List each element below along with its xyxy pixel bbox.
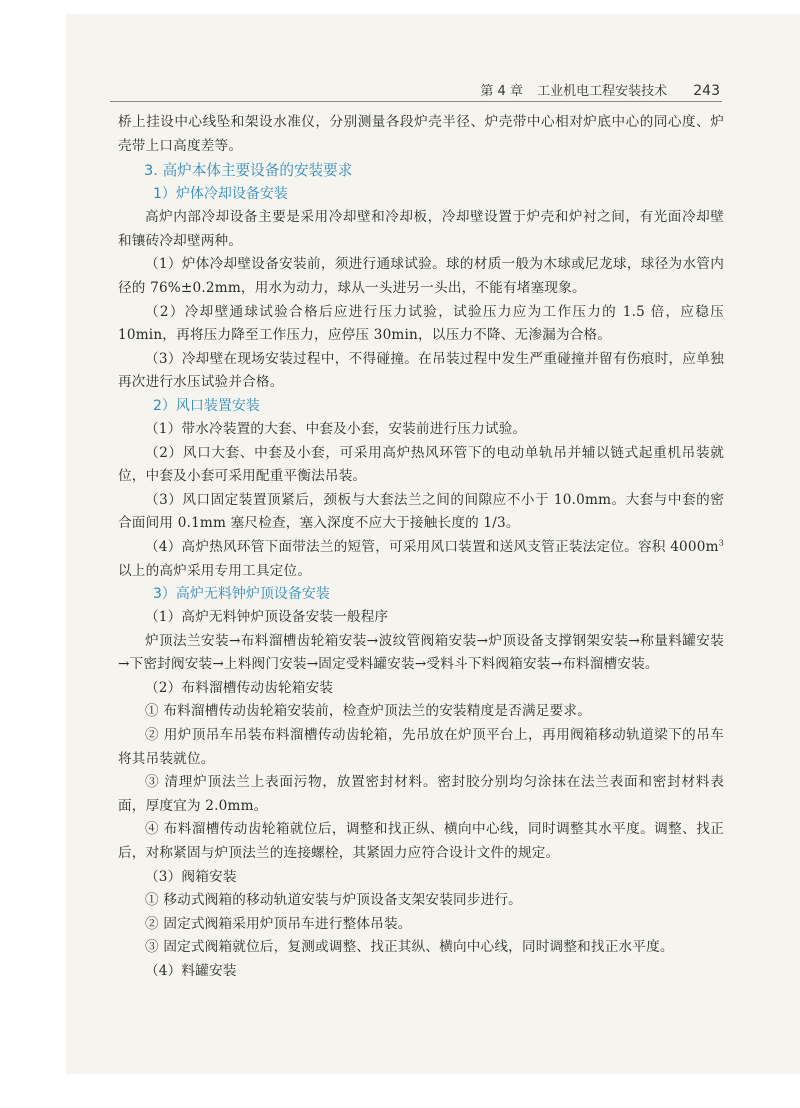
- scan-margin-left: [0, 0, 66, 1108]
- paragraph: 炉顶法兰安装→布料溜槽齿轮箱安装→波纹管阀箱安装→炉顶设备支撑钢架安装→称量料罐安装→下密封阀安装→上料阀门安装→固定受料罐安装→受料斗下料阀箱安装→布料溜槽安装。: [118, 632, 724, 673]
- superscript: 3: [718, 538, 724, 548]
- paragraph: （3）阀箱安装: [145, 868, 237, 885]
- scan-margin-bottom: [0, 1074, 800, 1108]
- paragraph-text: （4）高炉热风环管下面带法兰的短管，可采用风口装置和送风支管正装法定位。容积 4000m: [145, 538, 719, 555]
- paragraph-text: 以上的高炉采用专用工具定位。: [118, 562, 312, 579]
- paragraph: （3）风口固定装置顶紧后，颈板与大套法兰之间的间隙应不小于 10.0mm。大套与中套的密合面间用 0.1mm 塞尺检查，塞入深度不应大于接触长度的 1/3。: [118, 491, 724, 532]
- section-heading: 3. 高炉本体主要设备的安装要求: [144, 162, 353, 180]
- body-text: [118, 111, 724, 984]
- subsection-heading: 3）高炉无料钟炉顶设备安装: [153, 586, 330, 603]
- paragraph: （3）冷却壁在现场安装过程中，不得碰撞。在吊装过程中发生严重碰撞并留有伤痕时，应单独再次进行水压试验并合格。: [118, 350, 724, 391]
- list-item: ② 固定式阀箱采用炉顶吊车进行整体吊装。: [145, 915, 412, 932]
- list-item: ③ 清理炉顶法兰上表面污物，放置密封材料。密封胶分别均匀涂抹在法兰表面和密封材料表面，厚度宜为 2.0mm。: [118, 774, 724, 814]
- paragraph: [118, 536, 724, 583]
- list-item: ③ 固定式阀箱就位后，复测或调整、找正其纵、横向中心线，同时调整和找正水平度。: [145, 939, 674, 956]
- paragraph: 高炉内部冷却设备主要是采用冷却壁和冷却板，冷却壁设置于炉壳和炉衬之间，有光面冷却壁和镶砖冷却壁两种。: [118, 209, 724, 249]
- list-item: ④ 布料溜槽传动齿轮箱就位后，调整和找正纵、横向中心线，同时调整其水平度。调整、找正后，对称紧固与炉顶法兰的连接螺栓，其紧固力应符合设计文件的规定。: [118, 821, 724, 862]
- paragraph: （2）冷却壁通球试验合格后应进行压力试验，试验压力应为工作压力的 1.5 倍，应稳压 10min，再将压力降至工作压力，应停压 30min，以压力不降、无渗漏为合格。: [118, 303, 724, 344]
- paragraph: （1）带水冷装置的大套、中套及小套，安装前进行压力试验。: [145, 420, 527, 437]
- list-item: ① 移动式阀箱的移动轨道安装与炉顶设备支架安装同步进行。: [145, 892, 522, 909]
- paragraph: （1）高炉无料钟炉顶设备安装一般程序: [145, 609, 389, 626]
- chapter-title: 工业机电工程安装技术: [537, 84, 668, 99]
- paragraph: 桥上挂设中心线坠和架设水准仪，分别测量各段炉壳半径、炉壳带中心相对炉底中心的同心度、炉壳带上口高度差等。: [118, 114, 724, 154]
- paragraph: （1）炉体冷却壁设备安装前，须进行通球试验。球的材质一般为木球或尼龙球，球径为水管内径的 76%±0.2mm，用水为动力，球从一头进另一头出，不能有堵塞现象。: [118, 256, 724, 296]
- chapter-number: 第 4 章: [480, 84, 523, 99]
- paragraph: （4）料罐安装: [145, 963, 237, 979]
- header-rule: [110, 101, 722, 102]
- running-header: [480, 80, 720, 99]
- list-item: ① 布料溜槽传动齿轮箱安装前，检查炉顶法兰的安装精度是否满足要求。: [145, 703, 591, 720]
- scan-margin-top: [0, 0, 800, 14]
- subsection-heading: 1）炉体冷却设备安装: [153, 186, 288, 203]
- page-number: 243: [693, 83, 720, 99]
- subsection-heading: 2）风口装置安装: [153, 397, 260, 414]
- paragraph: （2）风口大套、中套及小套，可采用高炉热风环管下的电动单轨吊并辅以链式起重机吊装就位，中套及小套可采用配重平衡法吊装。: [118, 444, 724, 485]
- paragraph: （2）布料溜槽传动齿轮箱安装: [145, 679, 334, 696]
- list-item: ② 用炉顶吊车吊装布料溜槽传动齿轮箱，先吊放在炉顶平台上，再用阀箱移动轨道梁下的吊车将其吊装就位。: [118, 727, 724, 767]
